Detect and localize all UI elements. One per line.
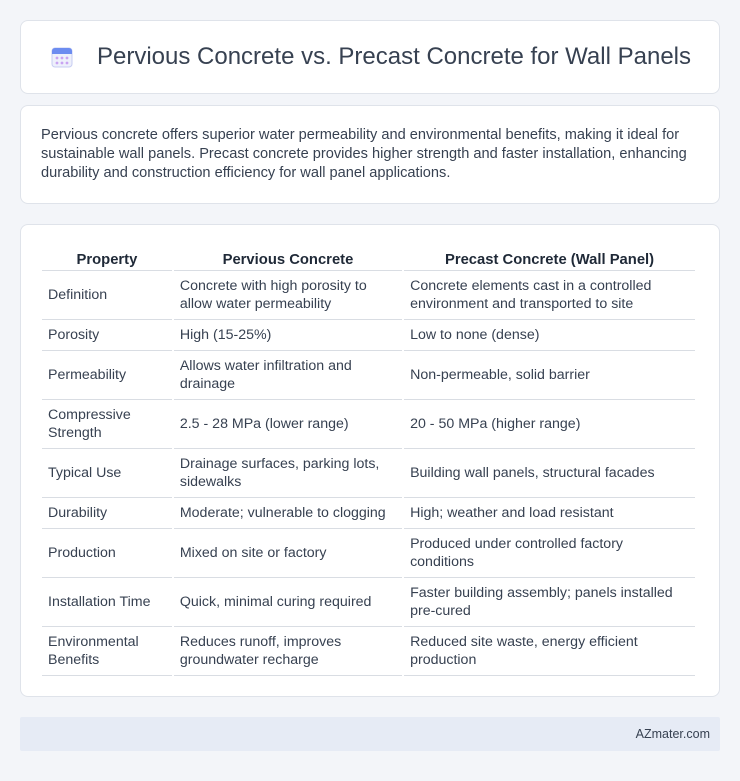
table-row	[42, 498, 695, 529]
header-pervious: Pervious Concrete	[174, 245, 402, 271]
title-card	[20, 20, 720, 94]
property-cell: Environmental Benefits	[42, 627, 172, 676]
table-row	[42, 449, 695, 498]
pervious-cell: 2.5 - 28 MPa (lower range)	[174, 400, 402, 449]
pervious-cell: Moderate; vulnerable to clogging	[174, 498, 402, 529]
property-cell: Permeability	[42, 351, 172, 400]
page-title: Pervious Concrete vs. Precast Concrete for Wall Panels	[96, 43, 691, 70]
property-cell: Definition	[42, 271, 172, 320]
precast-cell: Low to none (dense)	[404, 320, 695, 351]
table-row	[42, 271, 695, 320]
pervious-cell: Drainage surfaces, parking lots, sidewalks	[174, 449, 402, 498]
title-group	[49, 43, 691, 71]
table-row	[42, 320, 695, 351]
summary-card	[20, 105, 720, 204]
precast-cell: Produced under controlled factory conditions	[404, 529, 695, 578]
property-cell: Typical Use	[42, 449, 172, 498]
comparison-table	[40, 245, 697, 676]
header-precast: Precast Concrete (Wall Panel)	[404, 245, 695, 271]
precast-cell: Concrete elements cast in a controlled environment and transported to site	[404, 271, 695, 320]
footer-site-link[interactable]: AZmater.com	[635, 727, 710, 741]
table-row	[42, 627, 695, 676]
property-cell: Durability	[42, 498, 172, 529]
precast-cell: Non-permeable, solid barrier	[404, 351, 695, 400]
pervious-cell: Concrete with high porosity to allow water permeability	[174, 271, 402, 320]
property-cell: Porosity	[42, 320, 172, 351]
summary-text: Pervious concrete offers superior water permeability and environmental benefits, making it ideal for sustainable wall panels. Precast concrete provides higher strength and faster installation, enhancing durability and construction efficiency for wall panel applications.	[41, 127, 687, 181]
table-row	[42, 351, 695, 400]
comparison-card	[20, 224, 720, 697]
precast-cell: 20 - 50 MPa (higher range)	[404, 400, 695, 449]
pervious-cell: Reduces runoff, improves groundwater recharge	[174, 627, 402, 676]
precast-cell: High; weather and load resistant	[404, 498, 695, 529]
precast-cell: Faster building assembly; panels installed pre-cured	[404, 578, 695, 627]
header-property: Property	[42, 245, 172, 271]
table-row	[42, 400, 695, 449]
pervious-cell: Allows water infiltration and drainage	[174, 351, 402, 400]
footer-bar	[20, 717, 720, 751]
precast-cell: Reduced site waste, energy efficient production	[404, 627, 695, 676]
table-header-row	[42, 245, 695, 271]
property-cell: Compressive Strength	[42, 400, 172, 449]
pervious-cell: Quick, minimal curing required	[174, 578, 402, 627]
table-row	[42, 529, 695, 578]
table-row	[42, 578, 695, 627]
precast-cell: Building wall panels, structural facades	[404, 449, 695, 498]
pervious-cell: High (15-25%)	[174, 320, 402, 351]
pervious-cell: Mixed on site or factory	[174, 529, 402, 578]
property-cell: Production	[42, 529, 172, 578]
calendar-icon	[49, 44, 75, 70]
property-cell: Installation Time	[42, 578, 172, 627]
